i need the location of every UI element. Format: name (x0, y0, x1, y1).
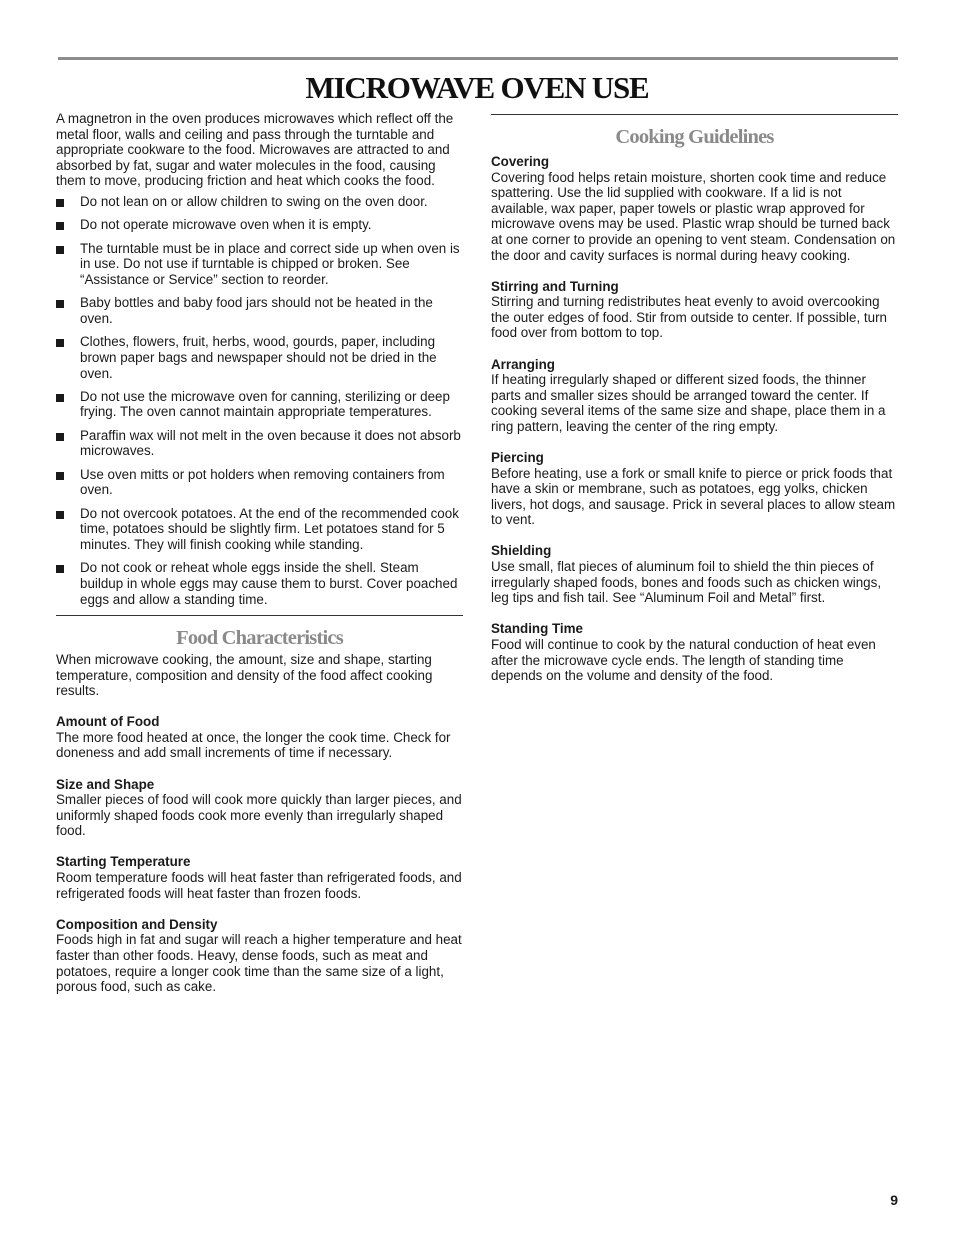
size-and-shape-heading: Size and Shape (56, 776, 155, 792)
standing-time-body: Food will continue to cook by the natural conduction of heat even after the microwave cycle ends. The length of standing time depends on the volume and density of the food. (491, 636, 876, 684)
list-item-text: Do not overcook potatoes. At the end of the recommended cook time, potatoes should be slightly firm. Let potatoes stand for 5 minutes. They will finish cooking while standing. (80, 505, 459, 553)
square-bullet-icon (56, 246, 64, 254)
starting-temperature-heading: Starting Temperature (56, 854, 191, 870)
square-bullet-icon (56, 565, 64, 573)
square-bullet-icon (56, 300, 64, 308)
safety-bullet-list (56, 194, 463, 607)
starting-temperature-body: Room temperature foods will heat faster than refrigerated foods, and refrigerated foods will heat faster than frozen foods. (56, 870, 462, 901)
intro-paragraph: A magnetron in the oven produces microwaves which reflect off the metal floor, walls and ceiling and pass through the turntable and appropriate cookware to the food. Microwaves are attracted to and absorbed by fat, sugar and water molecules in the food, causing them to move, producing friction and heat which cooks the food. (56, 111, 454, 189)
list-item-text: Baby bottles and baby food jars should not be heated in the oven. (80, 295, 433, 326)
piercing-body: Before heating, use a fork or small knife to pierce or prick foods that have a skin or membrane, such as potatoes, egg yolks, chicken livers, hot dogs, and sausage. Prick in several places to allow steam to vent. (491, 465, 896, 528)
list-item (56, 241, 463, 288)
square-bullet-icon (56, 394, 64, 402)
top-rule (58, 57, 898, 60)
standing-time-heading: Standing Time (491, 621, 584, 637)
list-item (56, 295, 463, 326)
arranging-body: If heating irregularly shaped or different sized foods, the thinner parts and smaller sizes should be arranged toward the center. If cooking several items of the same size and shape, place them in a ring pattern, leaving the center of the ring empty. (491, 372, 886, 434)
food-characteristics-intro: When microwave cooking, the amount, size and shape, starting temperature, composition and density of the food affect cooking results. (56, 652, 433, 699)
list-item-text: Clothes, flowers, fruit, herbs, wood, gourds, paper, including brown paper bags and newspaper should not be dried in the oven. (80, 334, 437, 381)
list-item (56, 428, 463, 459)
square-bullet-icon (56, 511, 64, 519)
composition-and-density-body: Foods high in fat and sugar will reach a higher temperature and heat faster than other foods. Heavy, dense foods, such as meat and potatoes, require a longer cook time than the same size of a light, porous food, such as cake. (56, 932, 462, 995)
list-item-text: Do not lean on or allow children to swing on the oven door. (80, 193, 428, 209)
size-and-shape-body: Smaller pieces of food will cook more quickly than larger pieces, and uniformly shaped foods cook more evenly than irregularly shaped food. (56, 792, 462, 839)
list-item (56, 194, 463, 210)
page-title: MICROWAVE OVEN USE (305, 70, 649, 105)
right-column (491, 114, 898, 684)
shielding-body: Use small, flat pieces of aluminum foil to shield the thin pieces of irregularly shaped foods, bones and foods such as chicken wings, leg tips and fish tail. See “Aluminum Foil and Metal” first. (491, 559, 882, 606)
list-item (56, 506, 463, 553)
list-item-text: Do not operate microwave oven when it is empty. (80, 217, 372, 233)
list-item (56, 467, 463, 498)
amount-of-food-heading: Amount of Food (56, 714, 160, 730)
list-item-text: Do not cook or reheat whole eggs inside the shell. Steam buildup in whole eggs may cause them to burst. Cover poached eggs and allow a standing time. (80, 560, 458, 607)
composition-and-density-heading: Composition and Density (56, 916, 218, 932)
square-bullet-icon (56, 222, 64, 230)
stirring-and-turning-body: Stirring and turning redistributes heat evenly to avoid overcooking the outer edges of food. Stir from outside to center. If possible, turn food over from bottom to top. (491, 294, 887, 341)
shielding-heading: Shielding (491, 543, 552, 559)
square-bullet-icon (56, 472, 64, 480)
covering-body: Covering food helps retain moisture, shorten cook time and reduce spattering. Use the lid supplied with cookware. If a lid is not available, wax paper, paper towels or plastic wrap approved for microwave ovens may be used. Plastic wrap should be turned back at one corner to provide an opening to vent steam. Condensation on the door and cavity surfaces is normal during heavy cooking. (491, 169, 896, 263)
square-bullet-icon (56, 433, 64, 441)
page-number: 9 (890, 1192, 898, 1208)
arranging-heading: Arranging (491, 356, 555, 372)
square-bullet-icon (56, 339, 64, 347)
amount-of-food-body: The more food heated at once, the longer the cook time. Check for doneness and add small increments of time if necessary. (56, 729, 451, 761)
section-divider (491, 114, 898, 115)
covering-heading: Covering (491, 154, 550, 169)
cooking-guidelines-heading: Cooking Guidelines (615, 126, 774, 148)
list-item-text: Paraffin wax will not melt in the oven because it does not absorb microwaves. (80, 427, 461, 459)
list-item (56, 389, 463, 420)
list-item (56, 334, 463, 381)
list-item (56, 217, 463, 233)
list-item (56, 560, 463, 607)
stirring-and-turning-heading: Stirring and Turning (491, 278, 619, 294)
food-characteristics-heading: Food Characteristics (176, 627, 343, 649)
left-column (56, 111, 463, 995)
list-item-text: Do not use the microwave oven for canning, sterilizing or deep frying. The oven cannot maintain appropriate temperatures. (80, 388, 450, 420)
section-divider (56, 615, 463, 616)
piercing-heading: Piercing (491, 450, 544, 465)
list-item-text: The turntable must be in place and correct side up when oven is in use. Do not use if turntable is chipped or broken. See “Assistance or Service” section to reorder. (80, 240, 460, 287)
list-item-text: Use oven mitts or pot holders when removing containers from oven. (80, 466, 445, 498)
square-bullet-icon (56, 199, 64, 207)
